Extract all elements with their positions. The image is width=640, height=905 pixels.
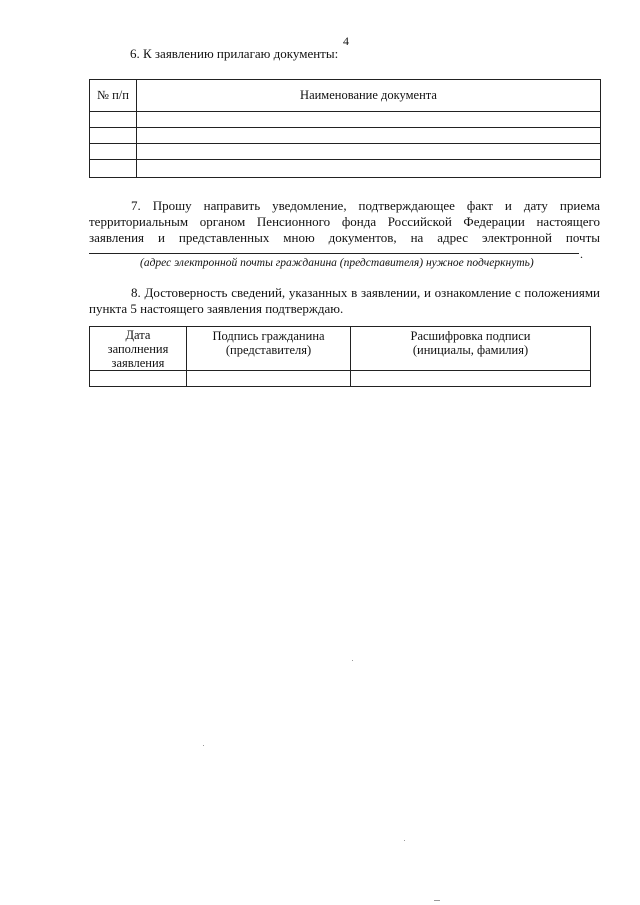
table-row bbox=[90, 160, 601, 178]
email-line-end: . bbox=[580, 247, 583, 261]
signature-values-row bbox=[90, 371, 591, 387]
section6-heading: 6. К заявлению прилагаю документы: bbox=[130, 46, 339, 61]
column-header-signature: Подпись гражданина (представителя) bbox=[187, 327, 351, 371]
section8-line-1: 8. Достоверность сведений, указанных в заявлении, и ознакомление с положениями bbox=[131, 285, 600, 300]
document-name-cell[interactable] bbox=[137, 128, 601, 144]
signature-cell[interactable] bbox=[187, 371, 351, 387]
document-name-cell[interactable] bbox=[137, 112, 601, 128]
column-header-document-name: Наименование документа bbox=[137, 80, 601, 112]
scan-speck bbox=[203, 745, 204, 746]
scan-speck bbox=[404, 840, 405, 841]
signature-header-row bbox=[90, 327, 591, 371]
table-row bbox=[90, 128, 601, 144]
email-address-field[interactable] bbox=[89, 253, 579, 254]
fill-date-cell[interactable] bbox=[90, 371, 187, 387]
row-number-cell[interactable] bbox=[90, 128, 137, 144]
column-header-signature-decoding: Расшифровка подписи (инициалы, фамилия) bbox=[351, 327, 591, 371]
row-number-cell[interactable] bbox=[90, 160, 137, 178]
column-header-date: Дата заполнения заявления bbox=[90, 327, 187, 371]
table-header-row bbox=[90, 80, 601, 112]
table-row bbox=[90, 144, 601, 160]
table-row bbox=[90, 112, 601, 128]
row-number-cell[interactable] bbox=[90, 144, 137, 160]
section7-line-2: территориальным органом Пенсионного фонда Российской Федерации настоящего bbox=[89, 214, 600, 229]
section8-paragraph bbox=[89, 285, 600, 317]
confirmation-signature-table bbox=[89, 326, 591, 387]
section7-line-1: 7. Прошу направить уведомление, подтверждающее факт и дату приема bbox=[131, 198, 600, 213]
column-header-number: № п/п bbox=[90, 80, 137, 112]
section7-paragraph bbox=[89, 198, 600, 246]
section8-line-2: пункта 5 настоящего заявления подтверждаю. bbox=[89, 301, 344, 316]
signature-decoding-cell[interactable] bbox=[351, 371, 591, 387]
scan-speck bbox=[352, 660, 353, 661]
section7-line-3: заявления и представленных мною документов, на адрес электронной почты bbox=[89, 230, 600, 245]
row-number-cell[interactable] bbox=[90, 112, 137, 128]
email-field-caption: (адрес электронной почты гражданина (представителя) нужное подчеркнуть) bbox=[140, 257, 534, 269]
scan-speck bbox=[434, 900, 440, 901]
attached-documents-table bbox=[89, 79, 601, 178]
document-name-cell[interactable] bbox=[137, 160, 601, 178]
document-name-cell[interactable] bbox=[137, 144, 601, 160]
page-number: 4 bbox=[343, 34, 349, 48]
